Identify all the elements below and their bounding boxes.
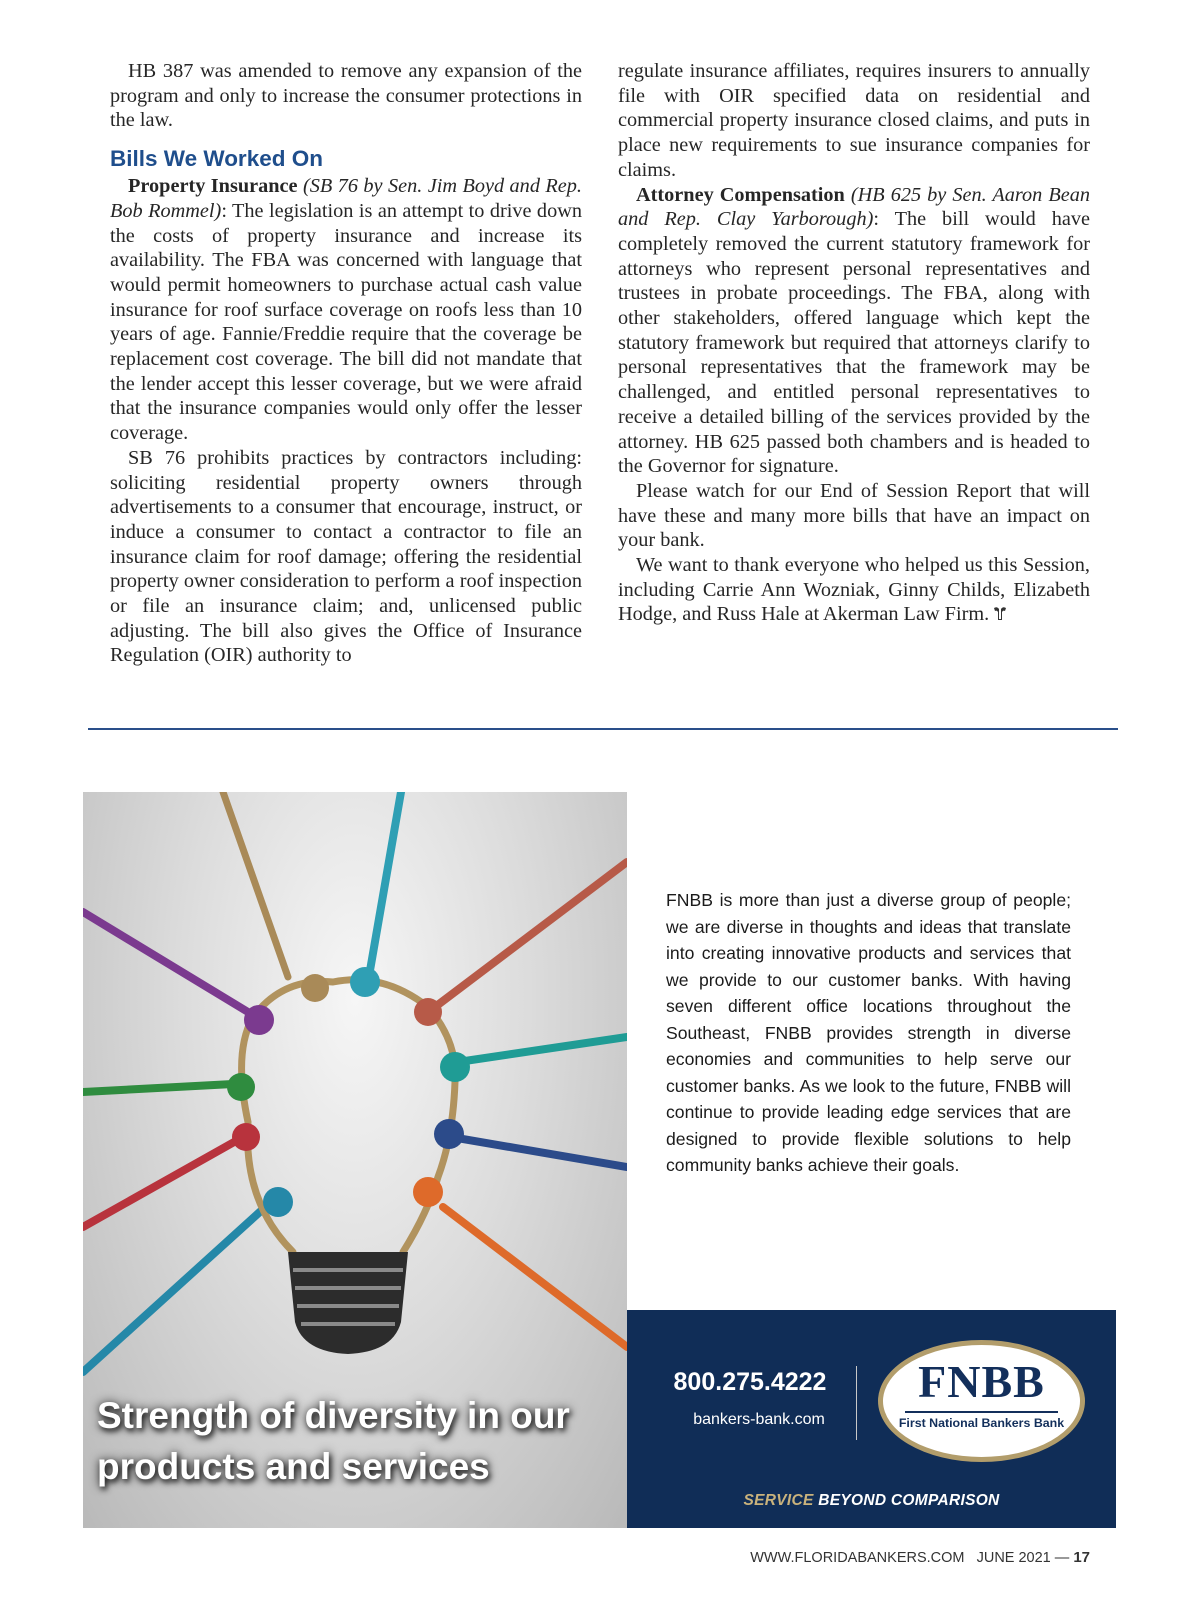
- ad-contact-panel: [627, 1310, 1116, 1528]
- article-paragraph: regulate insurance affiliates, requires insurers to annually file with OIR specified data on residential and commercial property insurance closed claims, and puts in place new requirements to sue insurance companies for claims.: [618, 60, 1090, 181]
- bill-citation: (SB 76 by Sen. Jim Boyd and Rep. Bob Rommel): [110, 175, 582, 222]
- ad-headline-line: products and services: [97, 1446, 490, 1487]
- fnbb-logo: [878, 1340, 1085, 1462]
- ad-headline: [97, 1390, 617, 1492]
- page-number: 17: [1073, 1549, 1090, 1566]
- ad-body-text: FNBB is more than just a diverse group of people; we are diverse in thoughts and ideas that translate into creating innovative products and services that we provide to our customer banks. With having seven different office locations throughout the Southeast, FNBB provides strength in diverse economies and communities to help serve our customer banks. As we look to the future, FNBB will continue to provide leading edge services that are designed to provide flexible solutions to help community banks achieve their goals.: [666, 890, 1071, 1175]
- bill-citation: (HB 625 by Sen. Aaron Bean and Rep. Clay Yarborough): [618, 183, 1090, 231]
- tagline-rest: BEYOND COMPARISON: [813, 1492, 1000, 1509]
- bill-title: Property Insurance: [128, 175, 298, 198]
- footer-site: WWW.FLORIDABANKERS.COM: [750, 1550, 965, 1566]
- bill-description: : The bill would have completely removed the current statutory framework for attorneys who represent personal representatives and trustees in probate proceedings. The FBA, along with other stakeholders, offered language which kept the statutory framework but required that attorneys clarify to personal representatives that the framework may be challenged, and entitled personal representatives to receive a detailed billing of the services provided by the attorney. HB 625 passed both chambers and is headed to the Governor for signature.: [618, 208, 1090, 478]
- tagline-accent: SERVICE: [743, 1492, 814, 1509]
- article-right-column: [618, 59, 1090, 627]
- section-divider: [88, 728, 1118, 730]
- ad-tagline: [627, 1492, 1116, 1510]
- article-paragraph: SB 76 prohibits practices by contractors including: soliciting residential property owners through advertisements to a consumer that encourage, instruct, or induce a consumer to contact a contractor to file an insurance claim for roof damage; offering the residential property owner consideration to perform a roof inspection or file an insurance claim; and, unlicensed public adjusting. The bill also gives the Office of Insurance Regulation (OIR) authority to: [110, 446, 582, 667]
- article-paragraph: Please watch for our End of Session Report that will have these and many more bills that have an impact on your bank.: [618, 479, 1090, 552]
- article-left-column: [110, 59, 582, 668]
- footer-date: JUNE 2021: [976, 1550, 1051, 1566]
- phone-number: 800.275.4222: [673, 1368, 827, 1396]
- article-paragraph: [110, 174, 582, 446]
- closing-text: We want to thank everyone who helped us this Session, including Carrie Ann Wozniak, Ginny Childs, Elizabeth Hodge, and Russ Hale at Akerman Law Firm.: [618, 554, 1090, 626]
- panel-divider: [856, 1366, 857, 1440]
- page-footer: [750, 1549, 1090, 1566]
- lightbulb-rope-network-image: [83, 792, 627, 1528]
- section-heading: Bills We Worked On: [110, 146, 323, 172]
- logo-name: FNBB: [918, 1356, 1045, 1407]
- bill-description: : The legislation is an attempt to drive down the costs of property insurance and increase its availability. The FBA was concerned with language that would permit homeowners to purchase actual cash value insurance for roof surface coverage on roofs less than 10 years of age. Fannie/Freddie require that the coverage be replacement cost coverage. The bill did not mandate that the lender accept this lesser coverage, but we were afraid that the insurance companies would only offer the lesser coverage.: [110, 199, 582, 445]
- website-link[interactable]: bankers-bank.com: [693, 1411, 825, 1428]
- logo-subtitle: First National Bankers Bank: [898, 1416, 1065, 1430]
- article-paragraph: HB 387 was amended to remove any expansion of the program and only to increase the consumer protections in the law.: [110, 60, 582, 132]
- bill-title: Attorney Compensation: [636, 183, 845, 206]
- fba-end-mark-icon: [992, 605, 1008, 621]
- logo-rule: [905, 1411, 1058, 1413]
- ad-headline-line: Strength of diversity in our: [97, 1395, 570, 1436]
- fnbb-advertisement: [83, 792, 1116, 1528]
- article-paragraph: [618, 553, 1090, 627]
- article-paragraph: [618, 183, 1090, 479]
- footer-separator: —: [1054, 1550, 1070, 1566]
